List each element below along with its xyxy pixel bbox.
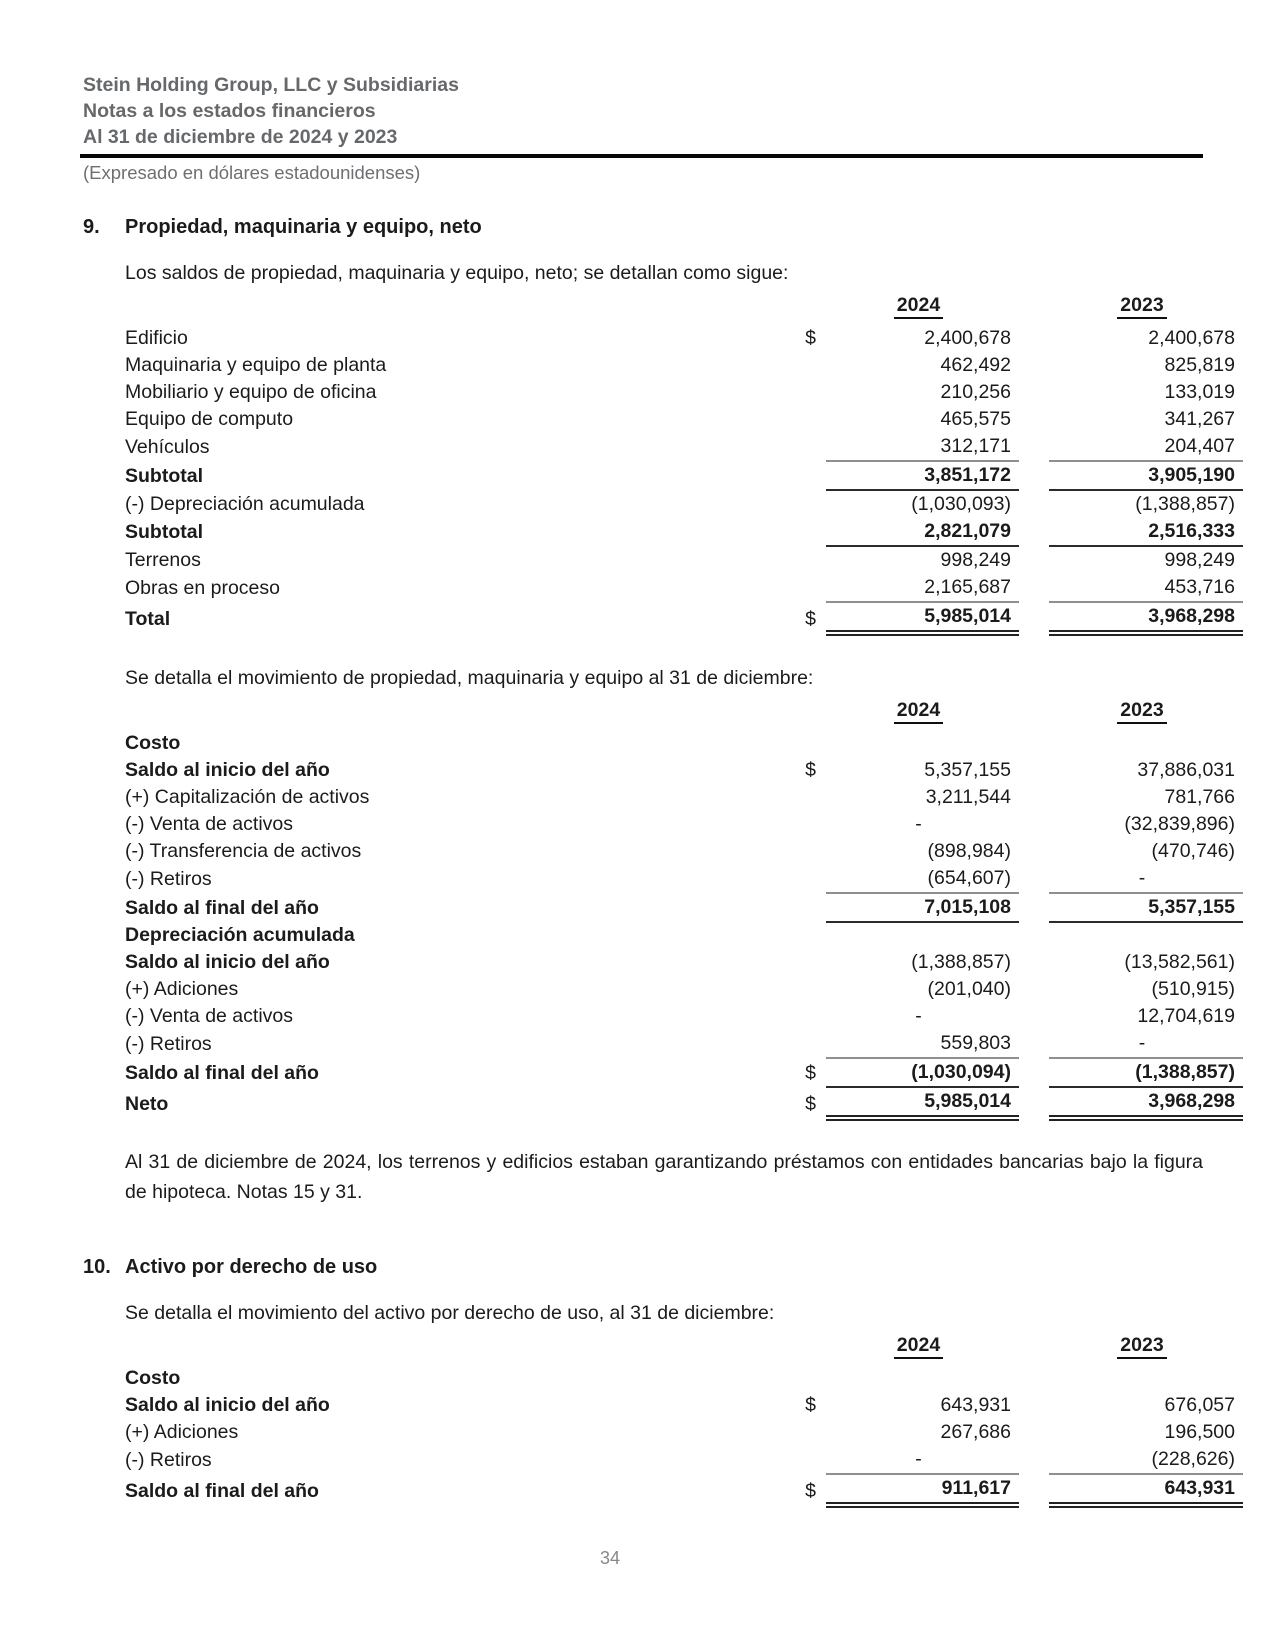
currency-sign bbox=[733, 922, 826, 949]
row-label: Saldo al inicio del año bbox=[125, 951, 330, 973]
table-row bbox=[125, 757, 1243, 784]
cell-2024: 462,492 bbox=[940, 354, 1011, 376]
cell-2023: (510,915) bbox=[1151, 978, 1235, 1000]
row-label: Neto bbox=[125, 1093, 169, 1115]
row-label: Subtotal bbox=[125, 465, 203, 487]
row-label: Edificio bbox=[125, 327, 188, 349]
currency-sign bbox=[733, 730, 826, 757]
pme-balances-table bbox=[125, 292, 1243, 636]
column-header-2023: 2023 bbox=[1117, 1334, 1166, 1359]
table-row bbox=[125, 976, 1243, 1003]
section-9-intro: Los saldos de propiedad, maquinaria y equipo, neto; se detallan como sigue: bbox=[125, 262, 789, 284]
currency-sign bbox=[733, 433, 826, 461]
section-10-intro: Se detalla el movimiento del activo por derecho de uso, al 31 de diciembre: bbox=[125, 1302, 775, 1324]
section-number: 9. bbox=[83, 216, 100, 238]
currency-sign bbox=[733, 784, 826, 811]
collateral-note: Al 31 de diciembre de 2024, los terrenos y edificios estaban garantizando préstamos con entidades bancarias bajo la figura de hipoteca. Notas 15 y 31. bbox=[125, 1151, 1203, 1203]
cell-2023 bbox=[1049, 730, 1243, 757]
table-row bbox=[125, 893, 1243, 922]
row-label: Obras en proceso bbox=[125, 577, 281, 599]
table-header-row bbox=[125, 1332, 1243, 1365]
section-9 bbox=[80, 215, 1235, 1207]
row-label: Mobiliario y equipo de oficina bbox=[125, 381, 377, 403]
cell-2023: - bbox=[1049, 865, 1243, 893]
cell-2024: 5,985,014 bbox=[826, 602, 1019, 633]
table-row bbox=[125, 1419, 1243, 1446]
cell-2024: - bbox=[915, 813, 922, 835]
row-label: Costo bbox=[125, 732, 181, 754]
cell-2024: 267,686 bbox=[940, 1421, 1011, 1443]
table-row bbox=[125, 838, 1243, 865]
table-header-row bbox=[125, 697, 1243, 730]
table-row bbox=[125, 574, 1243, 602]
cell-2024: 643,931 bbox=[940, 1394, 1011, 1416]
row-label: (-) Depreciación acumulada bbox=[125, 493, 365, 515]
document-title: Notas a los estados financieros bbox=[83, 100, 376, 122]
row-label: Vehículos bbox=[125, 436, 210, 458]
cell-2024: 911,617 bbox=[826, 1474, 1019, 1505]
cell-2023 bbox=[1049, 922, 1243, 949]
cell-2024: 559,803 bbox=[826, 1030, 1019, 1058]
table-row bbox=[125, 1446, 1243, 1474]
table-row bbox=[125, 490, 1243, 518]
page-number: 34 bbox=[599, 1548, 621, 1568]
cell-2023: 643,931 bbox=[1049, 1474, 1243, 1505]
cell-2023: 5,357,155 bbox=[1049, 893, 1243, 922]
cell-2024: (898,984) bbox=[927, 840, 1011, 862]
table-row bbox=[125, 379, 1243, 406]
cell-2024 bbox=[826, 922, 1019, 949]
currency-sign: $ bbox=[805, 759, 816, 781]
currency-sign: $ bbox=[805, 1394, 816, 1416]
cell-2023 bbox=[1049, 1365, 1243, 1392]
cell-2023: 781,766 bbox=[1164, 786, 1235, 808]
section-9-heading bbox=[80, 215, 1203, 239]
currency-sign: $ bbox=[805, 1480, 816, 1502]
row-label: (+) Adiciones bbox=[125, 978, 239, 1000]
cell-2024: 312,171 bbox=[826, 433, 1019, 461]
row-label: Saldo al final del año bbox=[125, 1480, 319, 1502]
table-row bbox=[125, 406, 1243, 433]
cell-2024: - bbox=[915, 1005, 922, 1027]
currency-sign bbox=[733, 518, 826, 546]
row-label: Maquinaria y equipo de planta bbox=[125, 354, 387, 376]
row-label: Saldo al final del año bbox=[125, 897, 319, 919]
column-header-2024: 2024 bbox=[894, 294, 943, 319]
cell-2023: (228,626) bbox=[1049, 1446, 1243, 1474]
cell-2023: 133,019 bbox=[1164, 381, 1235, 403]
cell-2023: 453,716 bbox=[1049, 574, 1243, 602]
currency-sign bbox=[733, 949, 826, 976]
table-row bbox=[125, 352, 1243, 379]
currency-sign bbox=[733, 490, 826, 518]
row-label: (-) Venta de activos bbox=[125, 813, 293, 835]
table-row bbox=[125, 546, 1243, 574]
table-row bbox=[125, 325, 1243, 352]
table-row bbox=[125, 811, 1243, 838]
currency-sign: $ bbox=[805, 608, 816, 630]
currency-sign bbox=[733, 838, 826, 865]
pme-movement-intro: Se detalla el movimiento de propiedad, maquinaria y equipo al 31 de diciembre: bbox=[125, 667, 814, 689]
section-10-heading bbox=[80, 1255, 1203, 1279]
cell-2023: (32,839,896) bbox=[1124, 813, 1235, 835]
cell-2024: 5,985,014 bbox=[826, 1087, 1019, 1118]
currency-sign bbox=[733, 811, 826, 838]
currency-sign bbox=[733, 406, 826, 433]
table-header-row bbox=[125, 292, 1243, 325]
currency-sign: $ bbox=[805, 327, 816, 349]
table-row bbox=[125, 730, 1243, 757]
row-label: (-) Venta de activos bbox=[125, 1005, 293, 1027]
currency-sign bbox=[733, 893, 826, 922]
row-label: Depreciación acumulada bbox=[125, 924, 355, 946]
currency-sign bbox=[733, 1446, 826, 1474]
cell-2023: 3,968,298 bbox=[1049, 1087, 1243, 1118]
table-row bbox=[125, 1003, 1243, 1030]
table-row bbox=[125, 1474, 1243, 1505]
currency-sign: $ bbox=[805, 1062, 816, 1084]
cell-2023: 37,886,031 bbox=[1137, 759, 1235, 781]
table-row bbox=[125, 1365, 1243, 1392]
section-title: Activo por derecho de uso bbox=[125, 1256, 378, 1278]
table-row bbox=[125, 433, 1243, 461]
pme-movement-table bbox=[125, 697, 1243, 1121]
cell-2023: 825,819 bbox=[1164, 354, 1235, 376]
column-header-2024: 2024 bbox=[894, 699, 943, 724]
row-label: Costo bbox=[125, 1367, 181, 1389]
cell-2024: 210,256 bbox=[940, 381, 1011, 403]
table-row bbox=[125, 518, 1243, 546]
cell-2024: (201,040) bbox=[927, 978, 1011, 1000]
table-row bbox=[125, 949, 1243, 976]
cell-2024: 7,015,108 bbox=[826, 893, 1019, 922]
cell-2023: 196,500 bbox=[1164, 1421, 1235, 1443]
section-10 bbox=[80, 1255, 1235, 1508]
cell-2024 bbox=[826, 1365, 1019, 1392]
currency-sign bbox=[733, 461, 826, 490]
section-title: Propiedad, maquinaria y equipo, neto bbox=[125, 216, 482, 238]
cell-2024: 2,400,678 bbox=[924, 327, 1011, 349]
cell-2023: 3,968,298 bbox=[1049, 602, 1243, 633]
rou-movement-table bbox=[125, 1332, 1243, 1508]
currency-sign bbox=[733, 1003, 826, 1030]
cell-2023: - bbox=[1049, 1030, 1243, 1058]
row-label: (-) Retiros bbox=[125, 1449, 212, 1471]
cell-2023: 12,704,619 bbox=[1137, 1005, 1235, 1027]
row-label: (-) Transferencia de activos bbox=[125, 840, 362, 862]
row-label: Saldo al inicio del año bbox=[125, 1394, 330, 1416]
cell-2024: 3,211,544 bbox=[925, 786, 1011, 808]
document-header bbox=[80, 72, 1203, 185]
row-label: Terrenos bbox=[125, 549, 201, 571]
currency-sign bbox=[733, 379, 826, 406]
column-header-2023: 2023 bbox=[1117, 699, 1166, 724]
currency-sign: $ bbox=[805, 1093, 816, 1115]
table-row bbox=[125, 922, 1243, 949]
currency-sign bbox=[733, 865, 826, 893]
cell-2023: 204,407 bbox=[1049, 433, 1243, 461]
row-label: Total bbox=[125, 608, 171, 630]
table-row bbox=[125, 865, 1243, 893]
table-row bbox=[125, 602, 1243, 633]
cell-2024: (1,388,857) bbox=[911, 951, 1011, 973]
section-number: 10. bbox=[83, 1256, 111, 1278]
cell-2024: 998,249 bbox=[940, 549, 1011, 571]
currency-sign bbox=[733, 1419, 826, 1446]
cell-2023: 998,249 bbox=[1164, 549, 1235, 571]
cell-2023: (1,388,857) bbox=[1135, 493, 1235, 515]
row-label: Equipo de computo bbox=[125, 408, 294, 430]
column-header-2024: 2024 bbox=[894, 1334, 943, 1359]
date-line: Al 31 de diciembre de 2024 y 2023 bbox=[83, 126, 398, 148]
currency-sign bbox=[733, 352, 826, 379]
header-rule bbox=[80, 154, 1203, 158]
cell-2023: 341,267 bbox=[1164, 408, 1235, 430]
cell-2024: (1,030,094) bbox=[826, 1058, 1019, 1087]
cell-2023: 676,057 bbox=[1164, 1394, 1235, 1416]
currency-sign bbox=[733, 574, 826, 602]
cell-2024: (1,030,093) bbox=[911, 493, 1011, 515]
cell-2024: - bbox=[826, 1446, 1019, 1474]
cell-2023: (1,388,857) bbox=[1049, 1058, 1243, 1087]
cell-2024: (654,607) bbox=[826, 865, 1019, 893]
table-row bbox=[125, 784, 1243, 811]
table-row bbox=[125, 1392, 1243, 1419]
cell-2023: 3,905,190 bbox=[1049, 461, 1243, 490]
table-row bbox=[125, 1030, 1243, 1058]
currency-note: (Expresado en dólares estadounidenses) bbox=[83, 162, 421, 183]
cell-2023: 2,516,333 bbox=[1049, 518, 1243, 546]
cell-2024: 3,851,172 bbox=[826, 461, 1019, 490]
cell-2024 bbox=[826, 730, 1019, 757]
row-label: (-) Retiros bbox=[125, 868, 212, 890]
cell-2023: (470,746) bbox=[1151, 840, 1235, 862]
table-row bbox=[125, 1087, 1243, 1118]
row-label: (+) Adiciones bbox=[125, 1421, 239, 1443]
row-label: Subtotal bbox=[125, 521, 203, 543]
table-row bbox=[125, 1058, 1243, 1087]
cell-2023: 2,400,678 bbox=[1148, 327, 1235, 349]
currency-sign bbox=[733, 546, 826, 574]
column-header-2023: 2023 bbox=[1117, 294, 1166, 319]
currency-sign bbox=[733, 1365, 826, 1392]
cell-2024: 2,821,079 bbox=[826, 518, 1019, 546]
table-row bbox=[125, 461, 1243, 490]
row-label: Saldo al final del año bbox=[125, 1062, 319, 1084]
cell-2024: 2,165,687 bbox=[826, 574, 1019, 602]
cell-2023: (13,582,561) bbox=[1124, 951, 1235, 973]
cell-2024: 5,357,155 bbox=[924, 759, 1011, 781]
currency-sign bbox=[733, 976, 826, 1003]
currency-sign bbox=[733, 1030, 826, 1058]
row-label: (-) Retiros bbox=[125, 1033, 212, 1055]
row-label: Saldo al inicio del año bbox=[125, 759, 330, 781]
cell-2024: 465,575 bbox=[940, 408, 1011, 430]
row-label: (+) Capitalización de activos bbox=[125, 786, 370, 808]
company-name: Stein Holding Group, LLC y Subsidiarias bbox=[83, 74, 459, 96]
